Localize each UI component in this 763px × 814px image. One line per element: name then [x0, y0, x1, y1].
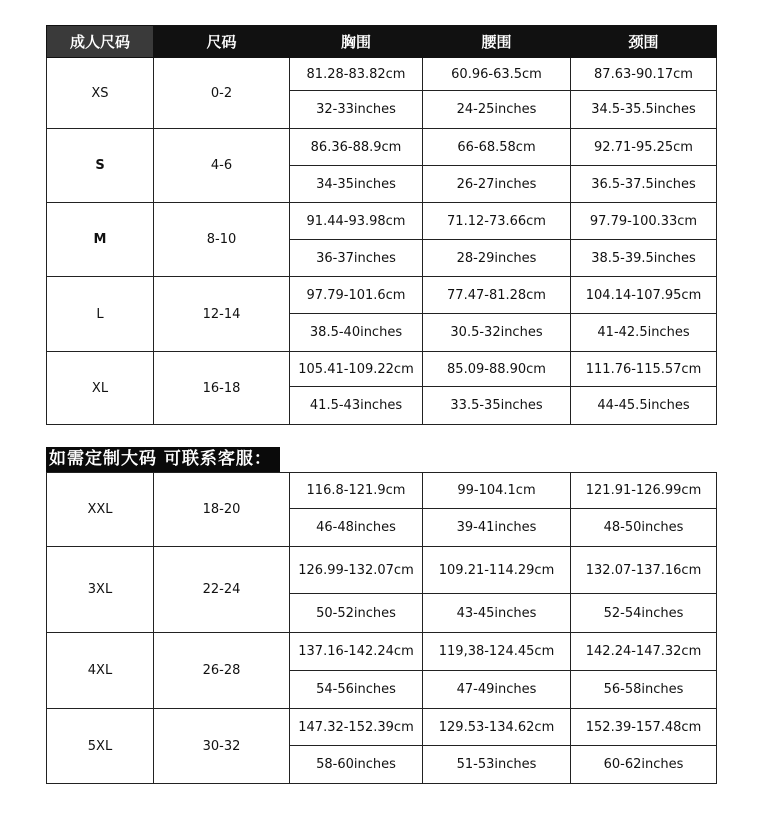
- size-label-cell: XXL: [47, 473, 154, 547]
- header-waist: 腰围: [423, 26, 571, 58]
- neck-inches-cell: 56-58inches: [571, 671, 717, 709]
- header-row: [47, 26, 717, 58]
- neck-cm-cell: 121.91-126.99cm: [571, 473, 717, 509]
- chest-cm-cell: 86.36-88.9cm: [290, 129, 423, 166]
- size-label-cell: 5XL: [47, 709, 154, 784]
- neck-inches-cell: 60-62inches: [571, 746, 717, 784]
- header-size: 尺码: [154, 26, 290, 58]
- size-number-cell: 26-28: [154, 633, 290, 709]
- waist-inches-cell: 28-29inches: [423, 240, 571, 277]
- neck-cm-cell: 92.71-95.25cm: [571, 129, 717, 166]
- waist-inches-cell: 30.5-32inches: [423, 314, 571, 352]
- size-label-cell: M: [47, 203, 154, 277]
- size-row: [47, 277, 717, 314]
- neck-inches-cell: 34.5-35.5inches: [571, 91, 717, 129]
- chest-cm-cell: 91.44-93.98cm: [290, 203, 423, 240]
- size-row: [47, 352, 717, 387]
- chest-inches-cell: 50-52inches: [290, 594, 423, 633]
- size-label-cell: XS: [47, 58, 154, 129]
- size-number-cell: 12-14: [154, 277, 290, 352]
- size-row: [47, 709, 717, 746]
- chest-cm-cell: 126.99-132.07cm: [290, 547, 423, 594]
- neck-inches-cell: 41-42.5inches: [571, 314, 717, 352]
- header-neck: 颈围: [571, 26, 717, 58]
- chest-inches-cell: 38.5-40inches: [290, 314, 423, 352]
- chest-cm-cell: 147.32-152.39cm: [290, 709, 423, 746]
- waist-inches-cell: 43-45inches: [423, 594, 571, 633]
- size-table-standard: [46, 25, 717, 425]
- neck-cm-cell: 87.63-90.17cm: [571, 58, 717, 91]
- size-number-cell: 18-20: [154, 473, 290, 547]
- size-label-cell: 3XL: [47, 547, 154, 633]
- waist-cm-cell: 66-68.58cm: [423, 129, 571, 166]
- waist-cm-cell: 71.12-73.66cm: [423, 203, 571, 240]
- chest-inches-cell: 36-37inches: [290, 240, 423, 277]
- waist-cm-cell: 85.09-88.90cm: [423, 352, 571, 387]
- size-row: [47, 58, 717, 91]
- neck-cm-cell: 152.39-157.48cm: [571, 709, 717, 746]
- chest-cm-cell: 137.16-142.24cm: [290, 633, 423, 671]
- neck-cm-cell: 132.07-137.16cm: [571, 547, 717, 594]
- chest-inches-cell: 34-35inches: [290, 166, 423, 203]
- neck-inches-cell: 44-45.5inches: [571, 387, 717, 425]
- neck-cm-cell: 97.79-100.33cm: [571, 203, 717, 240]
- size-label-cell: L: [47, 277, 154, 352]
- neck-inches-cell: 36.5-37.5inches: [571, 166, 717, 203]
- chest-cm-cell: 105.41-109.22cm: [290, 352, 423, 387]
- size-number-cell: 4-6: [154, 129, 290, 203]
- size-label-cell: 4XL: [47, 633, 154, 709]
- size-number-cell: 30-32: [154, 709, 290, 784]
- size-number-cell: 22-24: [154, 547, 290, 633]
- size-label-cell: XL: [47, 352, 154, 425]
- neck-inches-cell: 52-54inches: [571, 594, 717, 633]
- chest-inches-cell: 41.5-43inches: [290, 387, 423, 425]
- waist-inches-cell: 47-49inches: [423, 671, 571, 709]
- size-row: [47, 473, 717, 509]
- chest-cm-cell: 97.79-101.6cm: [290, 277, 423, 314]
- chest-cm-cell: 116.8-121.9cm: [290, 473, 423, 509]
- size-row: [47, 129, 717, 166]
- waist-cm-cell: 109.21-114.29cm: [423, 547, 571, 594]
- size-number-cell: 8-10: [154, 203, 290, 277]
- waist-cm-cell: 77.47-81.28cm: [423, 277, 571, 314]
- size-table-plus: [46, 472, 717, 784]
- waist-cm-cell: 119,38-124.45cm: [423, 633, 571, 671]
- chest-inches-cell: 46-48inches: [290, 509, 423, 547]
- waist-inches-cell: 39-41inches: [423, 509, 571, 547]
- chest-inches-cell: 32-33inches: [290, 91, 423, 129]
- header-adult-size: 成人尺码: [47, 26, 154, 58]
- waist-cm-cell: 129.53-134.62cm: [423, 709, 571, 746]
- neck-inches-cell: 38.5-39.5inches: [571, 240, 717, 277]
- waist-inches-cell: 51-53inches: [423, 746, 571, 784]
- waist-inches-cell: 24-25inches: [423, 91, 571, 129]
- chest-cm-cell: 81.28-83.82cm: [290, 58, 423, 91]
- neck-cm-cell: 111.76-115.57cm: [571, 352, 717, 387]
- waist-inches-cell: 33.5-35inches: [423, 387, 571, 425]
- waist-cm-cell: 99-104.1cm: [423, 473, 571, 509]
- size-row: [47, 633, 717, 671]
- header-chest: 胸围: [290, 26, 423, 58]
- chest-inches-cell: 58-60inches: [290, 746, 423, 784]
- waist-inches-cell: 26-27inches: [423, 166, 571, 203]
- size-label-cell: S: [47, 129, 154, 203]
- custom-size-banner: 如需定制大码 可联系客服：: [46, 447, 280, 472]
- neck-inches-cell: 48-50inches: [571, 509, 717, 547]
- neck-cm-cell: 104.14-107.95cm: [571, 277, 717, 314]
- size-row: [47, 547, 717, 594]
- size-row: [47, 203, 717, 240]
- size-number-cell: 0-2: [154, 58, 290, 129]
- size-number-cell: 16-18: [154, 352, 290, 425]
- neck-cm-cell: 142.24-147.32cm: [571, 633, 717, 671]
- waist-cm-cell: 60.96-63.5cm: [423, 58, 571, 91]
- chest-inches-cell: 54-56inches: [290, 671, 423, 709]
